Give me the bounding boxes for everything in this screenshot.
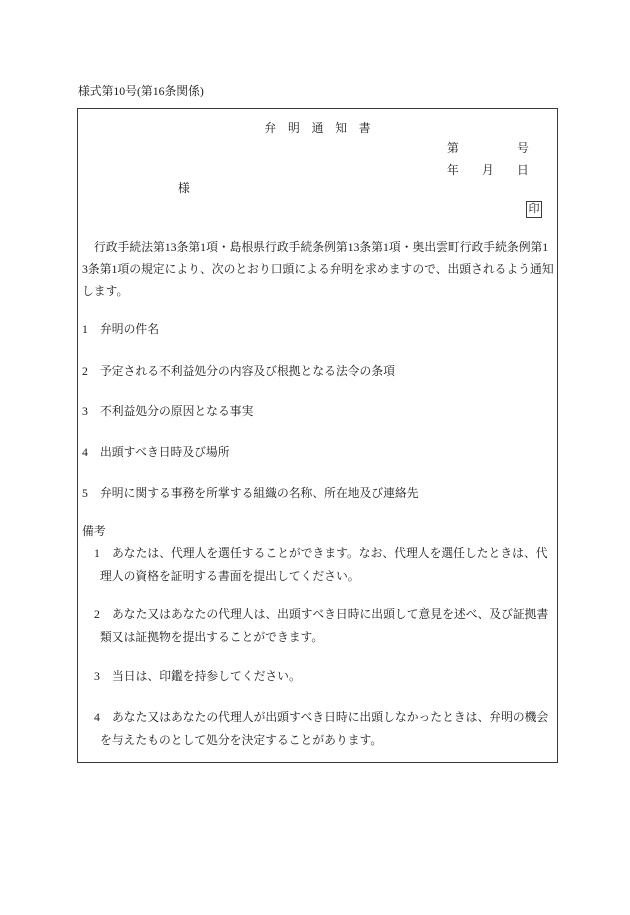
note-line: 当日は、印鑑を持参してください。 (112, 669, 301, 683)
note-number: 1 (94, 546, 100, 560)
remarks-note (82, 546, 554, 586)
body-line: 行政手続法第13条第1項・島根県行政手続条例第13条第1項・奥出雲町行政手続条例第1 (94, 240, 549, 254)
seal-mark: 印 (526, 201, 542, 218)
date-month-label: 月 (482, 163, 494, 177)
note-number: 3 (94, 669, 100, 683)
item-number: 3 (82, 404, 88, 418)
document-title: 弁 明 通 知 書 (264, 121, 371, 135)
item-number: 4 (82, 445, 88, 459)
item-number: 5 (82, 486, 88, 500)
note-line: 理人の資格を証明する書面を提出してください。 (100, 569, 360, 583)
item-text: 弁明に関する事務を所掌する組織の名称、所在地及び連絡先 (100, 486, 419, 500)
item-text: 不利益処分の原因となる事実 (100, 404, 254, 418)
body-line: 3条第1項の規定により、次のとおり口頭による弁明を求めますので、出頭されるよう通知 (82, 262, 554, 276)
list-item (82, 322, 552, 336)
note-line: を与えたものとして処分を決定することがあります。 (100, 733, 383, 747)
body-line: します。 (82, 284, 129, 298)
remarks-note (82, 710, 554, 750)
note-line: 類又は証拠物を提出することができます。 (100, 630, 324, 644)
date-day-label: 日 (517, 163, 529, 177)
document-number-suffix: 号 (517, 141, 529, 155)
note-number: 2 (94, 607, 100, 621)
item-text: 出頭すべき日時及び場所 (100, 445, 230, 459)
note-line: あなた又はあなたの代理人は、出頭すべき日時に出頭して意見を述べ、及び証拠書 (112, 607, 549, 621)
remarks-note (82, 669, 554, 709)
item-text: 弁明の件名 (100, 322, 159, 336)
date-year-label: 年 (447, 163, 459, 177)
list-item (82, 404, 552, 418)
list-item (82, 364, 552, 378)
notice-frame (77, 108, 558, 763)
list-item (82, 486, 552, 500)
document-number-prefix: 第 (447, 141, 459, 155)
note-number: 4 (94, 710, 100, 724)
note-line: あなた又はあなたの代理人が出頭すべき日時に出頭しなかったときは、弁明の機会 (112, 710, 549, 724)
remarks-note (82, 607, 554, 647)
item-number: 2 (82, 364, 88, 378)
item-number: 1 (82, 322, 88, 336)
list-item (82, 445, 552, 459)
addressee-honorific: 様 (178, 181, 190, 195)
note-line: あなたは、代理人を選任することができます。なお、代理人を選任したときは、代 (112, 546, 548, 560)
form-number-label: 様式第10号(第16条関係) (78, 84, 204, 98)
item-text: 予定される不利益処分の内容及び根拠となる法令の条項 (100, 364, 395, 378)
remarks-heading: 備考 (82, 524, 106, 538)
